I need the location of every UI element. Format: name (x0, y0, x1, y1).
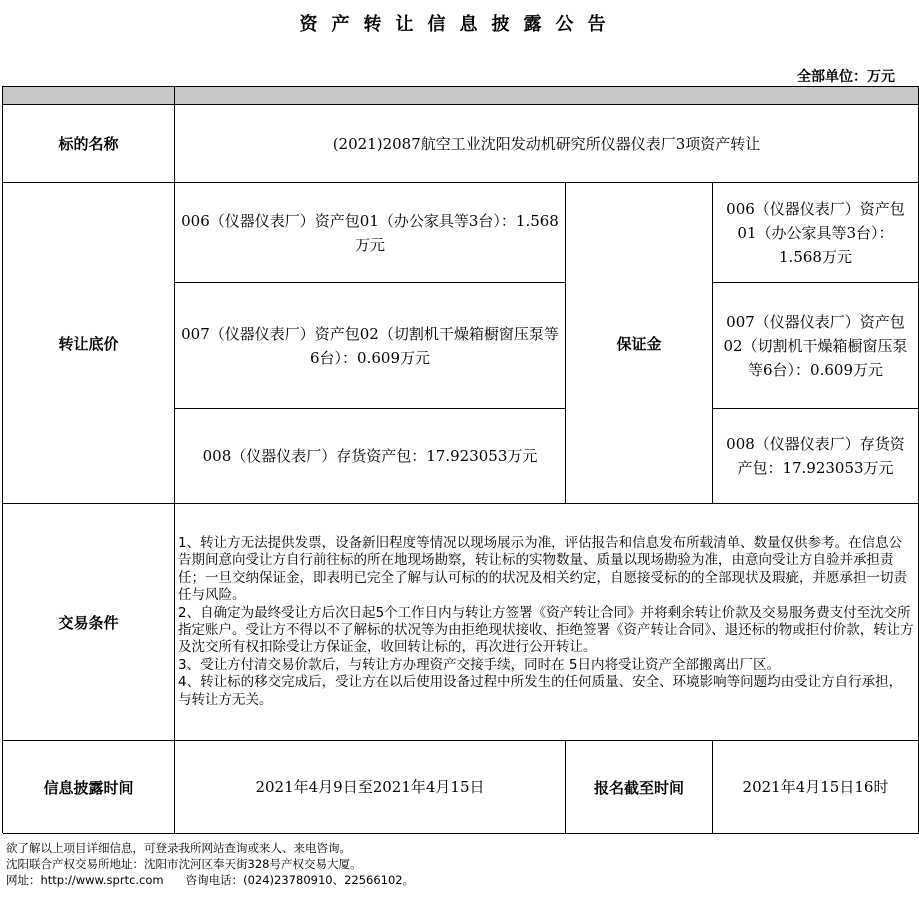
condition-item: 1、转让方无法提供发票，设备新旧程度等情况以现场展示为准，评估报告和信息发布所载清单、数量仅供参考。在信息公告期间意向受让方自行前往标的所在地现场勘察，转让标的实物数量、质量以现场勘验为准，由意向受让方自验并承担责任；一旦交纳保证金，即表明已完全了解与认可标的的状况及相关约定，自愿接受标的的全部现状及瑕疵，并愿承担一切责任与风险。 (178, 534, 907, 604)
conditions-label: 交易条件 (3, 504, 175, 741)
disclosure-label: 信息披露时间 (3, 741, 175, 834)
footer-website: 网址：http://www.sprtc.com (6, 873, 164, 887)
price-label: 转让底价 (3, 183, 175, 504)
page-title: 资产转让信息披露公告 (299, 14, 620, 35)
unit-note: 全部单位：万元 (797, 69, 895, 85)
price-item: 006（仪器仪表厂）资产包01（办公家具等3台）：1.568万元 (175, 183, 566, 283)
info-table (2, 86, 919, 833)
condition-item: 2、自确定为最终受让方后次日起5个工作日内与转让方签署《资产转让合同》并将剩余转让价款及交易服务费支付至沈交所指定账户。受让方不得以不了解标的状况等为由拒绝现状接收、拒绝签署《资产转让合同》、退还标的物或拒付价款，转让方及沈交所有权扣除受让方保证金，收回转让标的，再次进行公开转让。 (178, 604, 914, 656)
name-label: 标的名称 (3, 105, 175, 183)
footer-address: 沈阳联合产权交易所地址：沈阳市沈河区奉天街328号产权交易大厦。 (6, 857, 362, 871)
deposit-label: 保证金 (566, 183, 713, 504)
name-value: (2021)2087航空工业沈阳发动机研究所仪器仪表厂3项资产转让 (175, 105, 919, 183)
header-bar-right (175, 87, 919, 105)
conditions-text (175, 504, 919, 741)
deposit-item: 007（仪器仪表厂）资产包02（切割机干燥箱橱窗压泵等6台）：0.609万元 (713, 283, 919, 409)
price-item: 008（仪器仪表厂）存货资产包：17.923053万元 (175, 409, 566, 504)
header-bar-left (3, 87, 175, 105)
disclosure-value: 2021年4月9日至2021年4月15日 (175, 741, 566, 834)
footer-line: 欲了解以上项目详细信息，可登录我所网站查询或来人、来电咨询。 (6, 841, 351, 855)
deadline-label: 报名截至时间 (566, 741, 713, 834)
footer (6, 840, 414, 888)
footer-phone: 咨询电话：(024)23780910、22566102。 (185, 873, 415, 887)
condition-item: 4、转让标的移交完成后，受让方在以后使用设备过程中所发生的任何质量、安全、环境影响等问题均由受让方自行承担，与转让方无关。 (178, 674, 903, 708)
deposit-item: 006（仪器仪表厂）资产包01（办公家具等3台）：1.568万元 (713, 183, 919, 283)
deposit-item: 008（仪器仪表厂）存货资产包：17.923053万元 (713, 409, 919, 504)
deadline-value: 2021年4月15日16时 (713, 741, 919, 834)
condition-item: 3、受让方付清交易价款后，与转让方办理资产交接手续，同时在 5日内将受让资产全部搬离出厂区。 (178, 656, 780, 673)
footer-contact (6, 872, 414, 888)
price-item: 007（仪器仪表厂）资产包02（切割机干燥箱橱窗压泵等6台）：0.609万元 (175, 283, 566, 409)
